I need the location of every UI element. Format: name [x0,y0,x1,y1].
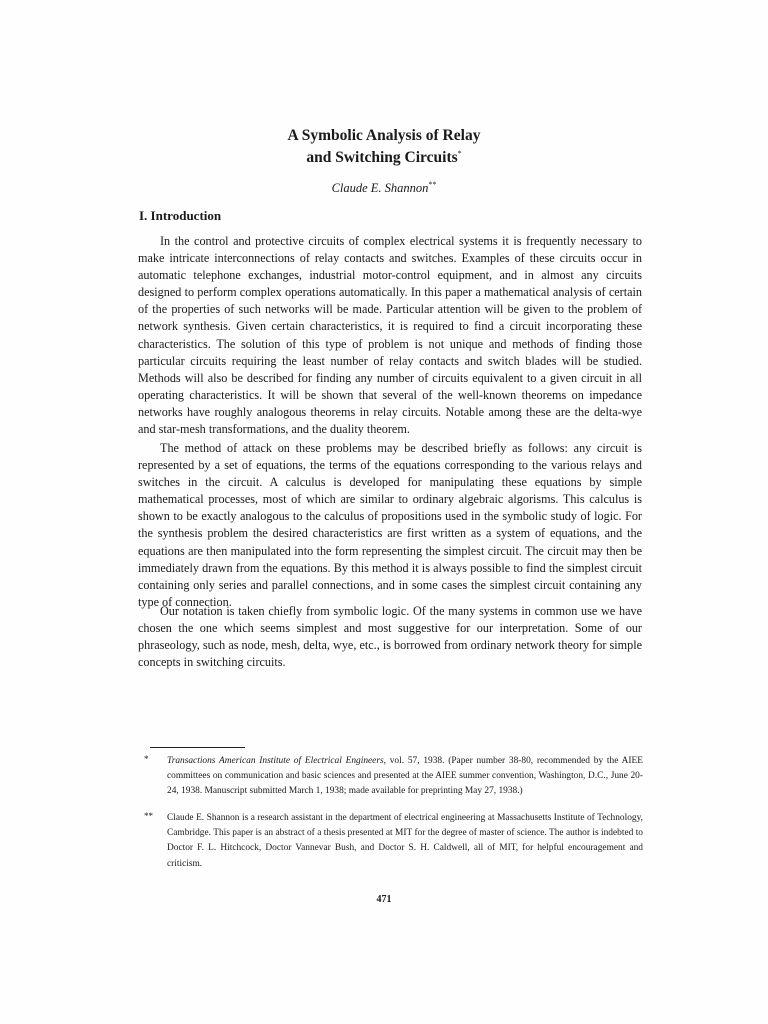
paragraph-2: The method of attack on these problems may be described briefly as follows: any circuit is represented by a set of equations, the terms of the equations corresponding to the various relays and switches in the circuit. A calculus is developed for manipulating these equations by simple mathematical processes, most of which are similar to ordinary algebraic algorisms. This calculus is shown to be exactly analogous to the calculus of propositions used in the symbolic study of logic. For the synthesis problem the desired characteristics are first written as a system of equations, and the equations are then manipulated into the form representing the simplest circuit. The circuit may then be immediately drawn from the equations. By this method it is always possible to find the simplest circuit containing only series and parallel connections, and in some cases the simplest circuit containing any type of connection. [138,441,642,609]
author-footnote-mark: ** [428,180,437,189]
page-number: 471 [376,894,392,905]
author-name: Claude E. Shannon [331,181,429,196]
footnote-1-mark: * [144,754,149,764]
footnote-2-mark: ** [144,811,153,821]
paper-title [0,127,768,167]
footnote-1-journal: Transactions American Institute of Electrical Engineers [167,756,384,766]
author-line [0,177,768,196]
paragraph-1: In the control and protective circuits of complex electrical systems it is frequently necessary to make intricate interconnections of relay contacts and switches. Examples of these circuits occur in automatic telephone exchanges, industrial motor-control equipment, and in almost any circuits designed to perform complex operations automatically. In this paper a mathematical analysis of certain of the properties of such networks will be made. Particular attention will be given to the problem of network synthesis. Given certain characteristics, it is required to find a circuit incorporating these characteristics. The solution of this type of problem is not unique and methods of finding those particular circuits requiring the least number of relay contacts and switch blades will be studied. Methods will also be described for finding any number of circuits equivalent to a given circuit in all operating characteristics. It will be shown that several of the well-known theorems on impedance networks have roughly analogous theorems in relay circuits. Notable among these are the delta-wye and star-mesh transformations, and the duality theorem. [138,234,642,437]
title-line-1: A Symbolic Analysis of Relay [287,127,481,144]
footnote-2 [144,811,643,872]
section-heading: I. Introduction [139,208,222,223]
title-line-2 [0,145,768,167]
footnote-1 [144,754,643,800]
paragraph-3: Our notation is taken chiefly from symbolic logic. Of the many systems in common use we have chosen the one which seems simplest and most suggestive for our interpretation. Some of our phraseology, such as node, mesh, delta, wye, etc., is borrowed from ordinary network theory for simple concepts in switching circuits. [138,604,642,670]
footnote-2-text: Claude E. Shannon is a research assistant in the department of electrical engineering at Massachusetts Institute of Technology, Cambridge. This paper is an abstract of a thesis presented at MIT for the degree of master of science. The author is indebted to Doctor F. L. Hitchcock, Doctor Vannevar Bush, and Doctor S. H. Caldwell, all of MIT, for helpful encouragement and criticism. [167,813,643,869]
footnote-rule [150,747,245,748]
footnote-1-text: , vol. 57, 1938. (Paper number 38-80, recommended by the AIEE committees on communication and basic sciences and presented at the AIEE summer convention, Washington, D.C., June 20-24, 1938. Manuscript submitted March 1, 1938; made available for preprinting May 27, 1938.) [167,756,643,797]
title-line-2-text: and Switching Circuits [306,149,458,167]
title-footnote-mark: * [457,149,462,158]
